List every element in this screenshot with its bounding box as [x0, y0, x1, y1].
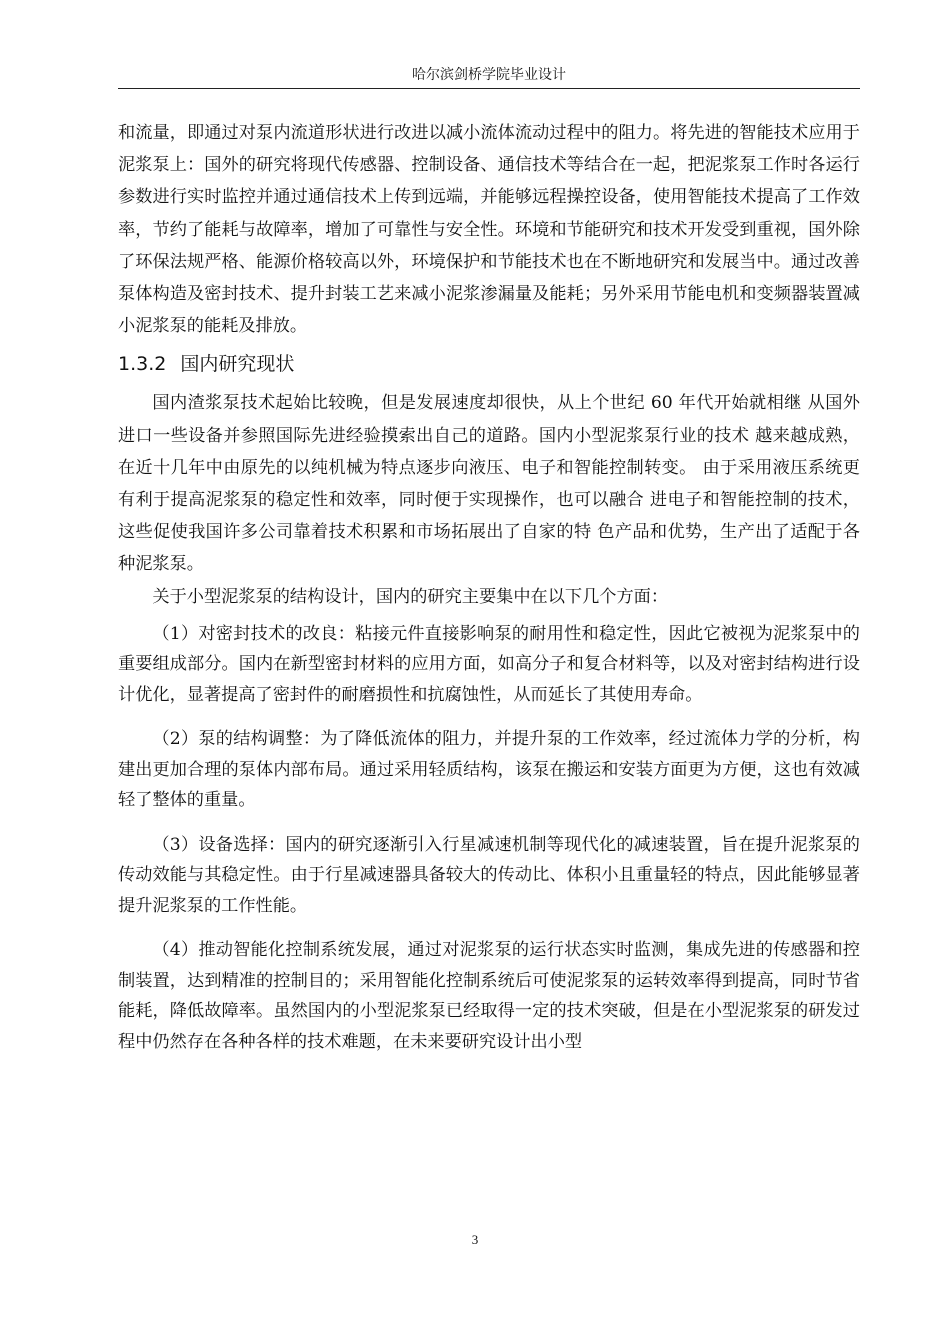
document-body	[118, 117, 860, 1057]
focus-paragraph: 关于小型泥浆泵的结构设计，国内的研究主要集中在以下几个方面：	[152, 586, 669, 607]
intro-paragraph: 和流量，即通过对泵内流道形状进行改进以减小流体流动过程中的阻力。将先进的智能技术应用于泥浆泵上：国外的研究将现代传感器、控制设备、通信技术等结合在一起，把泥浆泵工作时各运行参数进行实时监控并通过通信技术上传到远端，并能够远程操控设备，使用智能技术提高了工作效率，节约了能耗与故障率，增加了可靠性与安全性。环境和节能研究和技术开发受到重视，国外除了环保法规严格、能源价格较高以外，环境保护和节能技术也在不断地研究和发展当中。通过改善泵体构造及密封技术、提升封装工艺来减小泥浆渗漏量及能耗；另外采用节能电机和变频器装置减小泥浆泵的能耗及排放。	[118, 123, 860, 337]
page-header	[118, 64, 860, 89]
list-item-4: （4）推动智能化控制系统发展，通过对泥浆泵的运行状态实时监测，集成先进的传感器和控制装置，达到精准的控制目的；采用智能化控制系统后可使泥浆泵的运转效率得到提高，同时节省能耗，降低故障率。虽然国内的小型泥浆泵已经取得一定的技术突破，但是在小型泥浆泵的研发过程中仍然存在各种各样的技术难题，在未来要研究设计出小型	[118, 940, 860, 1052]
header-title: 哈尔滨剑桥学院毕业设计	[412, 67, 566, 83]
domestic-paragraph: 国内渣浆泵技术起始比较晚，但是发展速度却很快，从上个世纪 60 年代开始就相继 从国外进口一些设备并参照国际先进经验摸索出自己的道路。国内小型泥浆泵行业的技术 越来越成熟，在近十几年中由原先的以纯机械为特点逐步向液压、电子和智能控制转变。 由于采用液压系统更有利于提高泥浆泵的稳定性和效率，同时便于实现操作，也可以融合 进电子和智能控制的技术，这些促使我国许多公司靠着技术积累和市场拓展出了自家的特 色产品和优势，生产出了适配于各种泥浆泵。	[118, 393, 860, 575]
list-item-3: （3）设备选择：国内的研究逐渐引入行星减速机制等现代化的减速装置，旨在提升泥浆泵的传动效能与其稳定性。由于行星减速器具备较大的传动比、体积小且重量轻的特点，因此能够显著提升泥浆泵的工作性能。	[118, 834, 860, 916]
section-heading	[118, 351, 860, 377]
list-item-1: （1）对密封技术的改良：粘接元件直接影响泵的耐用性和稳定性，因此它被视为泥浆泵中的重要组成部分。国内在新型密封材料的应用方面，如高分子和复合材料等，以及对密封结构进行设计优化，显著提高了密封件的耐磨损性和抗腐蚀性，从而延长了其使用寿命。	[118, 623, 860, 705]
page-number: 3	[471, 1232, 479, 1247]
list-item-2: （2）泵的结构调整：为了降低流体的阻力，并提升泵的工作效率，经过流体力学的分析，构建出更加合理的泵体内部布局。通过采用轻质结构，该泵在搬运和安装方面更为方便，这也有效减轻了整体的重量。	[118, 729, 860, 811]
section-title: 国内研究现状	[180, 353, 295, 376]
section-number: 1.3.2	[118, 353, 167, 376]
